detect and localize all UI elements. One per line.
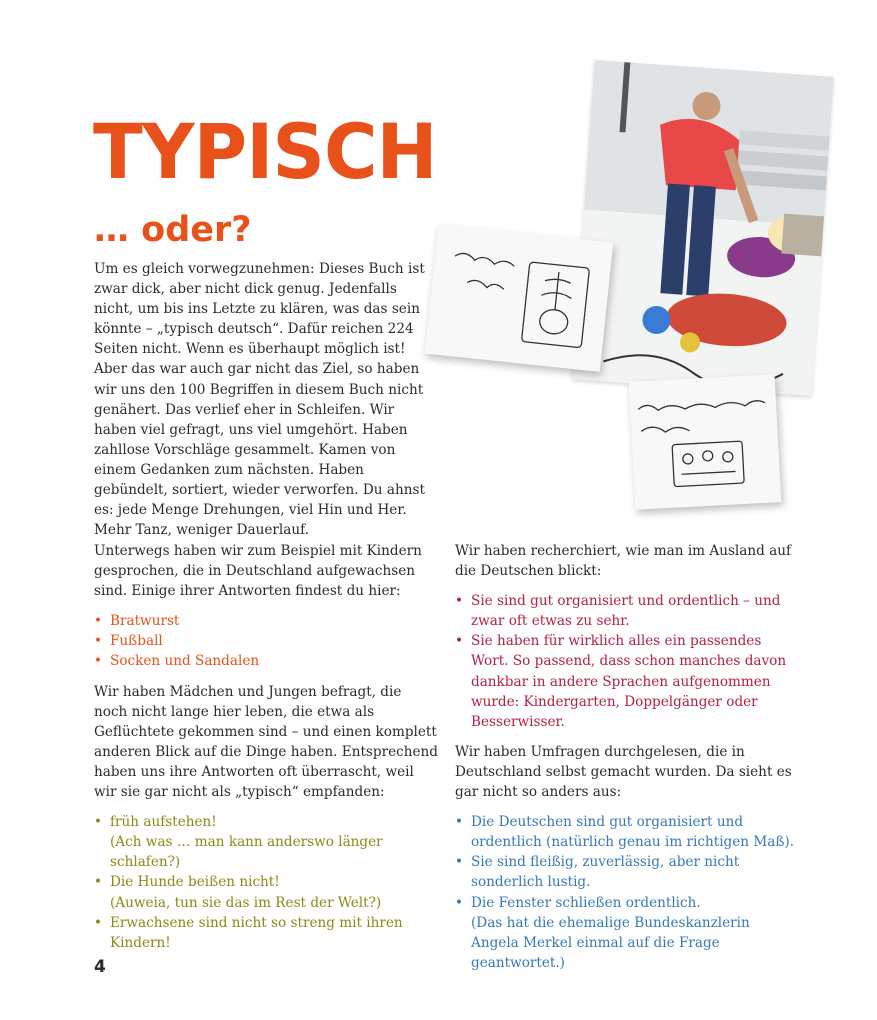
list-item: • Die Deutschen sind gut organisiert und ordentlich (natürlich genau im richtigen Maß). bbox=[455, 812, 800, 852]
right-paragraph-1: Wir haben recherchiert, wie man im Ausland auf die Deutschen blickt: bbox=[455, 543, 792, 580]
list-item: • Die Fenster schließen ordentlich. (Das hat die ehemalige Bundeskanzlerin Angela Merkel einmal auf die Frage geantwortet.) bbox=[455, 893, 800, 973]
list-item: • Socken und Sandalen bbox=[94, 651, 439, 671]
survey-results-list bbox=[455, 812, 800, 973]
sketch-note-guitar bbox=[425, 224, 614, 372]
sketch-note-drawing bbox=[629, 374, 781, 509]
list-item: • Die Hunde beißen nicht! (Auweia, tun sie das im Rest der Welt?) bbox=[94, 872, 439, 912]
refugee-answers-list bbox=[94, 812, 439, 953]
left-paragraph-2: Wir haben Mädchen und Jungen befragt, die noch nicht lange hier leben, die etwa als Geflüchtete gekommen sind – und einen komplett anderen Blick auf die Dinge haben. Entsprechend haben uns ihre Antworten oft überrascht, weil wir sie gar nicht als „typisch“ empfanden: bbox=[94, 683, 439, 801]
right-paragraph-2: Wir haben Umfragen durchgelesen, die in Deutschland selbst gemacht wurden. Da sieht es gar nicht so anders aus: bbox=[455, 743, 792, 801]
left-column bbox=[94, 541, 439, 953]
list-item: • Sie haben für wirklich alles ein passendes Wort. So passend, dass schon manches davon dankbar in andere Sprachen aufgenommen wurde: Kindergarten, Doppelgänger oder Besserwisser. bbox=[455, 631, 800, 731]
page-title: TYPISCH bbox=[93, 107, 437, 196]
photo-man-with-toys bbox=[572, 60, 834, 396]
page-number: 4 bbox=[94, 957, 106, 977]
list-item: • Sie sind fleißig, zuverlässig, aber nicht sonderlich lustig. bbox=[455, 852, 800, 892]
right-column bbox=[455, 541, 800, 973]
left-paragraph-1: Unterwegs haben wir zum Beispiel mit Kindern gesprochen, die in Deutschland aufgewachsen sind. Einige ihrer Antworten findest du hier: bbox=[94, 543, 422, 600]
list-item: • Fußball bbox=[94, 631, 439, 651]
list-item: • Sie sind gut organisiert und ordentlich – und zwar oft etwas zu sehr. bbox=[455, 591, 800, 631]
list-item: • früh aufstehen! (Ach was … man kann anderswo länger schlafen?) bbox=[94, 812, 439, 872]
list-item: • Bratwurst bbox=[94, 611, 439, 631]
page-subtitle: … oder? bbox=[94, 210, 252, 250]
children-answers-list bbox=[94, 611, 439, 671]
list-item: • Erwachsene sind nicht so streng mit ihren Kindern! bbox=[94, 913, 439, 953]
abroad-view-list bbox=[455, 591, 800, 732]
intro-paragraph: Um es gleich vorwegzunehmen: Dieses Buch ist zwar dick, aber nicht dick genug. Jedenfalls nicht, um bis ins Letzte zu klären, was das sein könnte – „typisch deutsch“. Dafür reichen 224 Seiten nicht. Wenn es überhaupt möglich ist! Aber das war auch gar nicht das Ziel, so haben wir uns den 100 Begriffen in diesem Buch nicht genähert. Das verlief eher in Schleifen. Wir haben viel gefragt, uns viel umgehört. Haben zahllose Vorschläge gesammelt. Kamen von einem Gedanken zum nächsten. Haben gebündelt, sortiert, wieder verworfen. Du ahnst es: jede Menge Drehungen, viel Hin und Her. Mehr Tanz, weniger Dauerlauf. bbox=[94, 261, 425, 539]
